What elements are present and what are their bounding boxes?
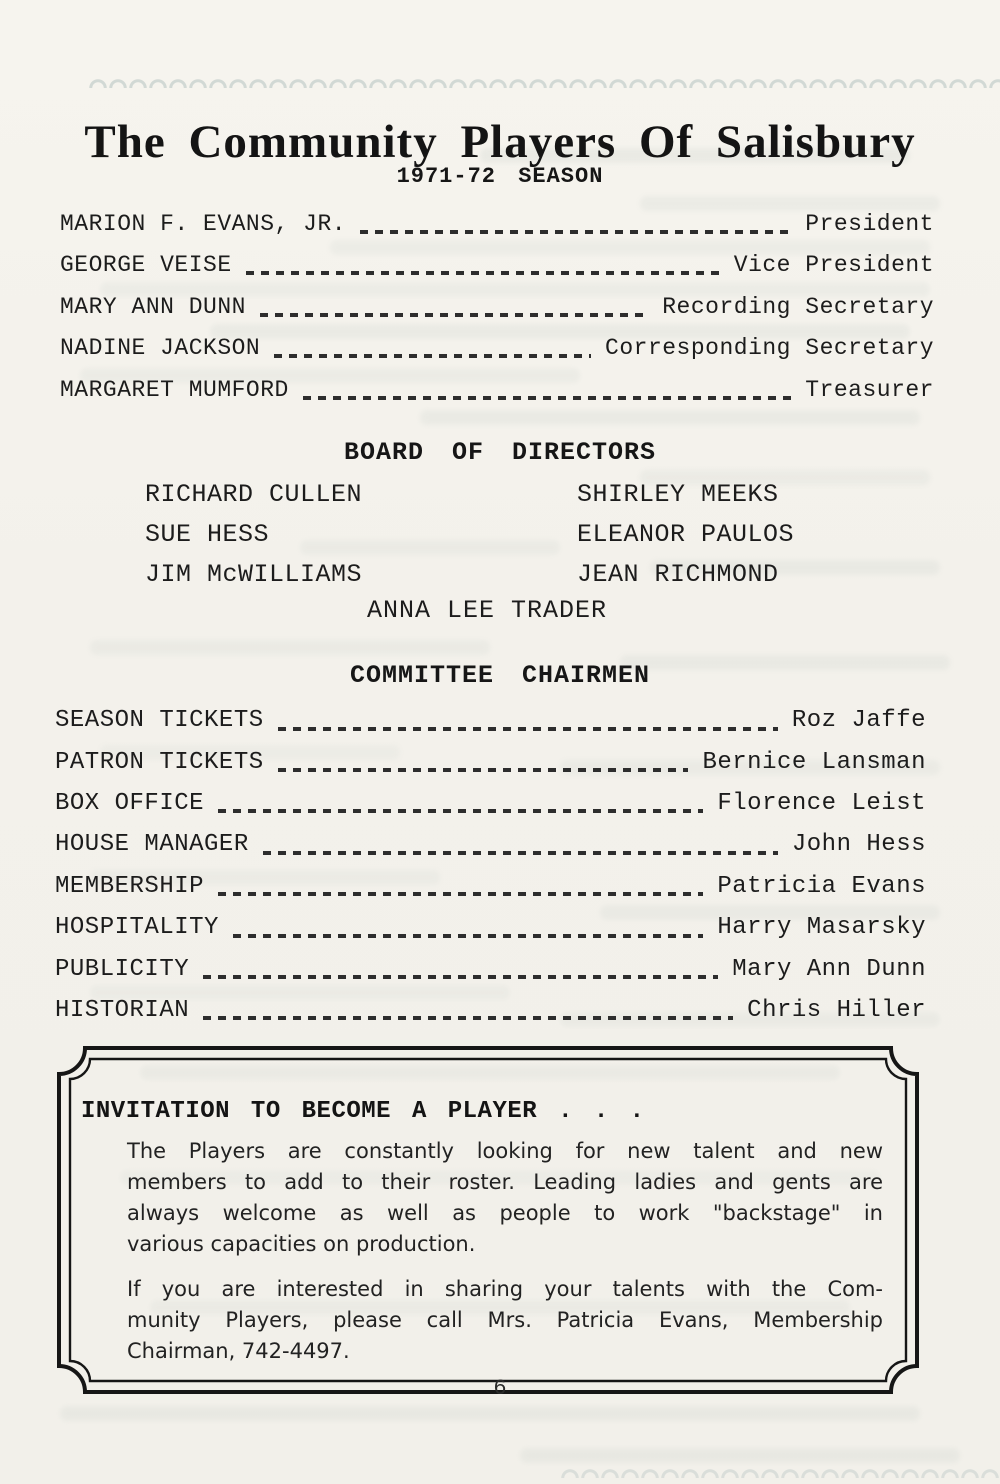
invitation-text-line: various capacities on production. [127, 1232, 476, 1256]
committee-row [55, 948, 926, 989]
dotted-leader [203, 1016, 733, 1020]
invitation-box [57, 1046, 919, 1394]
officer-row [60, 245, 934, 287]
committee-name: HOSPITALITY [55, 914, 219, 942]
board-member-name: SUE HESS [145, 520, 270, 549]
board-member-name: RICHARD CULLEN [145, 480, 363, 509]
season-heading: 1971-72 SEASON [396, 164, 604, 189]
dotted-leader [246, 271, 720, 275]
committee-row [55, 990, 926, 1031]
invitation-paragraph-1 [127, 1136, 883, 1260]
invitation-paragraph-2 [127, 1274, 883, 1367]
committee-name: PATRON TICKETS [55, 748, 264, 776]
officer-role: Corresponding Secretary [605, 335, 934, 362]
officer-row [60, 286, 934, 328]
bleed-through-line [60, 1406, 920, 1421]
committee-row [55, 824, 926, 865]
committee-name: HISTORIAN [55, 996, 190, 1024]
invitation-heading: INVITATION TO BECOME A PLAYER . . . [81, 1098, 645, 1125]
officer-name: MARION F. EVANS, JR. [60, 210, 347, 237]
invitation-text-line: always welcome as well as people to work "backstage" in [127, 1201, 883, 1225]
board-right-column [577, 478, 794, 598]
committee-chairman-name: Mary Ann Dunn [732, 955, 926, 983]
bleed-through-line [420, 410, 920, 425]
committee-chairman-name: Roz Jaffe [791, 707, 926, 735]
board-of-directors-heading: BOARD OF DIRECTORS [343, 438, 657, 467]
officer-name: MARGARET MUMFORD [60, 376, 289, 403]
committee-row [55, 866, 926, 907]
officer-role: Vice President [733, 252, 934, 279]
committee-name: PUBLICITY [55, 955, 190, 983]
dotted-leader [360, 230, 791, 234]
bleed-through-line [520, 1448, 960, 1463]
board-member-name: ELEANOR PAULOS [577, 520, 795, 549]
officer-role: Treasurer [805, 376, 934, 403]
board-member-name: JEAN RICHMOND [577, 560, 779, 589]
committee-row [55, 741, 926, 782]
invitation-text-line: members to add to their roster. Leading ladies and gents are [127, 1170, 883, 1194]
invitation-text-line: If you are interested in sharing your talents with the Com- [127, 1277, 883, 1301]
page-number: 6 [493, 1376, 507, 1401]
committee-row [55, 700, 926, 741]
invitation-text-line: The Players are constantly looking for new talent and new [127, 1139, 883, 1163]
officer-row [60, 203, 934, 245]
committees-list [55, 700, 926, 1031]
officer-name: MARY ANN DUNN [60, 293, 246, 320]
board-member-name: JIM McWILLIAMS [145, 560, 363, 589]
invitation-text-line: Chairman, 742-4497. [127, 1339, 350, 1363]
dotted-leader [274, 354, 591, 358]
committee-name: MEMBERSHIP [55, 872, 205, 900]
bleed-through-line [90, 640, 490, 655]
board-member-name: SHIRLEY MEEKS [577, 480, 779, 509]
officer-name: NADINE JACKSON [60, 335, 261, 362]
page-title: The Community Players Of Salisbury [84, 116, 916, 169]
dotted-leader [218, 892, 703, 896]
dotted-leader [278, 768, 689, 772]
officers-list [60, 203, 934, 411]
dotted-leader [278, 727, 778, 731]
committee-name: SEASON TICKETS [55, 707, 264, 735]
officer-role: Recording Secretary [662, 293, 934, 320]
dotted-leader [260, 313, 648, 317]
board-left-column [145, 478, 362, 598]
committee-name: HOUSE MANAGER [55, 831, 249, 859]
committee-chairman-name: Bernice Lansman [702, 748, 926, 776]
dotted-leader [263, 851, 778, 855]
committee-name: BOX OFFICE [55, 789, 205, 817]
board-member-name: ANNA LEE TRADER [366, 596, 608, 625]
dotted-leader [218, 809, 703, 813]
committee-chairmen-heading: COMMITTEE CHAIRMEN [349, 661, 651, 690]
dotted-leader [203, 975, 718, 979]
committee-row [55, 783, 926, 824]
committee-chairman-name: Chris Hiller [747, 996, 926, 1024]
invitation-text-line: munity Players, please call Mrs. Patricia Evans, Membership [127, 1308, 883, 1332]
decorative-wave-top [88, 76, 1000, 88]
committee-chairman-name: Florence Leist [717, 789, 926, 817]
dotted-leader [233, 934, 703, 938]
officer-row [60, 369, 934, 411]
committee-row [55, 907, 926, 948]
committee-chairman-name: John Hess [791, 831, 926, 859]
officer-row [60, 328, 934, 370]
committee-chairman-name: Harry Masarsky [717, 914, 926, 942]
officer-name: GEORGE VEISE [60, 252, 232, 279]
committee-chairman-name: Patricia Evans [717, 872, 926, 900]
dotted-leader [303, 396, 791, 400]
officer-role: President [805, 210, 934, 237]
decorative-wave-bottom [560, 1466, 1000, 1478]
